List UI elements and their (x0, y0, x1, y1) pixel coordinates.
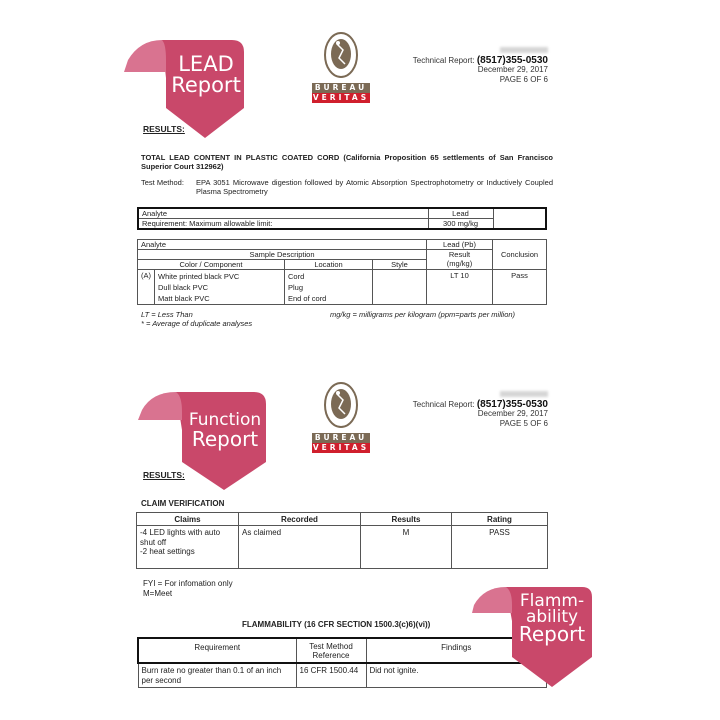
test-method-header: Test Method Reference (296, 638, 366, 663)
rating-value: PASS (452, 526, 548, 569)
req-empty-cell (493, 208, 546, 229)
ribbon-line-3: Report (518, 622, 586, 647)
note-mgkg: mg/kg = milligrams per kilogram (ppm=parts per million) (330, 310, 516, 319)
requirement-header: Requirement (138, 638, 296, 663)
lead-result-table (137, 239, 547, 305)
header-label: Technical Report: (412, 55, 475, 65)
report-header (348, 46, 548, 84)
ribbon-line-2: Report (191, 427, 259, 451)
note-fyi: FYI = For infomation only (143, 579, 233, 588)
report-number: (8517)355-0530 (476, 398, 548, 410)
req-requirement-label: Requirement: Maximum allowable limit: (138, 219, 428, 230)
location-list (285, 270, 373, 305)
logo-band-veritas: VERITAS (312, 443, 370, 452)
sample-id: (A) (138, 270, 155, 305)
claims-header: Claims (137, 513, 239, 526)
conclusion-value: Pass (493, 270, 547, 305)
note-lt: LT = Less Than (141, 310, 193, 319)
claim-item: -2 heat settings (140, 547, 195, 556)
results-heading: RESULTS: (143, 470, 185, 480)
results-heading: RESULTS: (143, 124, 185, 134)
location-header: Location (285, 260, 373, 270)
ribbon-line-1: LEAD (178, 52, 234, 76)
note-meet: M=Meet (143, 589, 173, 598)
header-label: Technical Report: (412, 399, 475, 409)
logo-band-veritas: VERITAS (312, 93, 370, 102)
ribbon-line-1: Flamm- (519, 591, 585, 611)
claim-item: -4 LED lights with auto shut off (140, 528, 221, 547)
redacted-company (500, 391, 548, 397)
requirement-value: Burn rate no greater than 0.1 of an inch per second (138, 663, 296, 687)
style-cell (373, 270, 427, 305)
report-number: (8517)355-0530 (476, 54, 548, 66)
claims-cell (137, 526, 239, 569)
flammability-title: FLAMMABILITY (16 CFR SECTION 1500.3(c)6)(vi)) (242, 620, 431, 629)
reference-value: 16 CFR 1500.44 (296, 663, 366, 687)
result-lead-pb: Lead (Pb) (427, 240, 493, 250)
flammability-report-ribbon (470, 585, 596, 689)
lead-test-title: TOTAL LEAD CONTENT IN PLASTIC COATED CORD (California Proposition 65 settlements of San Francisco Superior Court 312962) (141, 153, 553, 171)
report-page: PAGE 6 OF 6 (499, 74, 548, 84)
result-value: LT 10 (427, 270, 493, 305)
component-item: Dull black PVC (158, 283, 209, 292)
findings-header: Findings (366, 638, 547, 663)
rating-header: Rating (452, 513, 548, 526)
result-unit: (mg/kg) (446, 259, 473, 268)
ribbon-line-2: Report (171, 73, 241, 97)
ribbon-line-1: Function (188, 410, 262, 430)
req-analyte-label: Analyte (138, 208, 428, 219)
component-item: White printed black PVC (158, 272, 240, 281)
location-item: Plug (288, 283, 304, 292)
claim-verification-title: CLAIM VERIFICATION (141, 499, 225, 508)
color-component-header: Color / Component (138, 260, 285, 270)
logo-band-bureau: BUREAU (312, 433, 370, 443)
component-list (155, 270, 285, 305)
requirement-table (137, 207, 547, 230)
result-conclusion-header: Conclusion (493, 240, 547, 270)
sample-description-header: Sample Description (138, 250, 427, 260)
recorded-header: Recorded (239, 513, 361, 526)
logo-band-bureau: BUREAU (312, 83, 370, 93)
report-date: December 29, 2017 (477, 409, 548, 418)
report-header (348, 390, 548, 428)
req-lead-label: Lead (428, 208, 493, 219)
result-label: Result (448, 250, 471, 259)
result-header (427, 250, 493, 270)
style-header: Style (373, 260, 427, 270)
component-item: Matt black PVC (158, 294, 210, 303)
test-method-text: EPA 3051 Microwave digestion followed by Atomic Absorption Spectrophotometry or Inductively Coupled Plasma Spectrometry (196, 178, 553, 196)
note-average: * = Average of duplicate analyses (141, 319, 253, 328)
ribbon-line-2: ability (525, 607, 579, 628)
results-header: Results (361, 513, 452, 526)
claim-table (136, 512, 548, 569)
results-value: M (361, 526, 452, 569)
report-page: PAGE 5 OF 6 (499, 418, 548, 428)
location-item: Cord (288, 272, 305, 281)
redacted-company (500, 47, 548, 53)
result-analyte-label: Analyte (138, 240, 427, 250)
location-item: End of cord (288, 294, 327, 303)
findings-value: Did not ignite. (366, 663, 547, 687)
test-method-label: Test Method: (141, 178, 184, 187)
req-limit-value: 300 mg/kg (428, 219, 493, 230)
report-date: December 29, 2017 (477, 65, 548, 74)
recorded-value: As claimed (239, 526, 361, 569)
